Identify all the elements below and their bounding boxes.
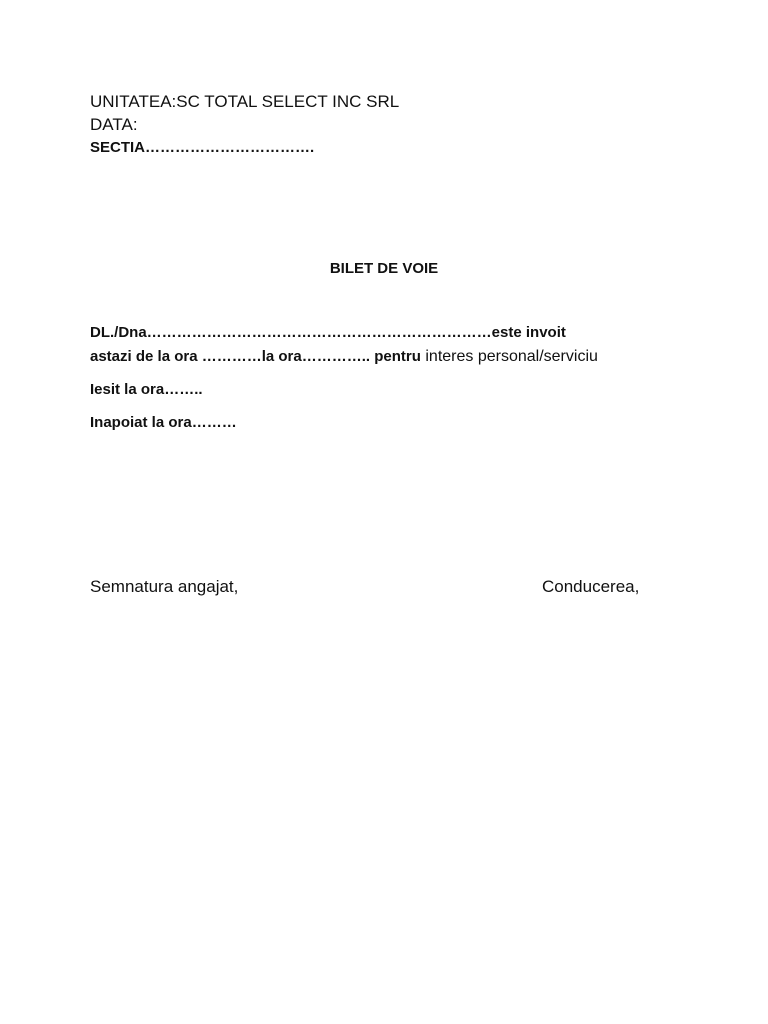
document-title bbox=[0, 260, 768, 277]
from-time-field: astazi de la ora ………… bbox=[90, 348, 262, 365]
date-line: DATA: bbox=[90, 115, 138, 134]
employee-name-line bbox=[90, 324, 566, 341]
section-line: SECTIA……………………………. bbox=[90, 139, 315, 156]
employee-name-field: DL./Dna…………………………………………………………… bbox=[90, 324, 492, 341]
return-time-line: Inapoiat la ora……… bbox=[90, 414, 237, 431]
management-signature-label: Conducerea, bbox=[542, 577, 640, 596]
permission-text: este invoit bbox=[491, 324, 566, 341]
time-interval-line bbox=[90, 348, 598, 366]
employee-signature-label: Semnatura angajat, bbox=[90, 577, 239, 596]
unit-line: UNITATEA:SC TOTAL SELECT INC SRL bbox=[90, 92, 400, 111]
document-title-text: BILET DE VOIE bbox=[329, 260, 439, 277]
purpose-value: interes personal/serviciu bbox=[420, 348, 598, 365]
purpose-label: pentru bbox=[370, 348, 421, 365]
exit-time-line: Iesit la ora…….. bbox=[90, 381, 203, 398]
to-time-field: la ora………….. bbox=[261, 348, 371, 365]
